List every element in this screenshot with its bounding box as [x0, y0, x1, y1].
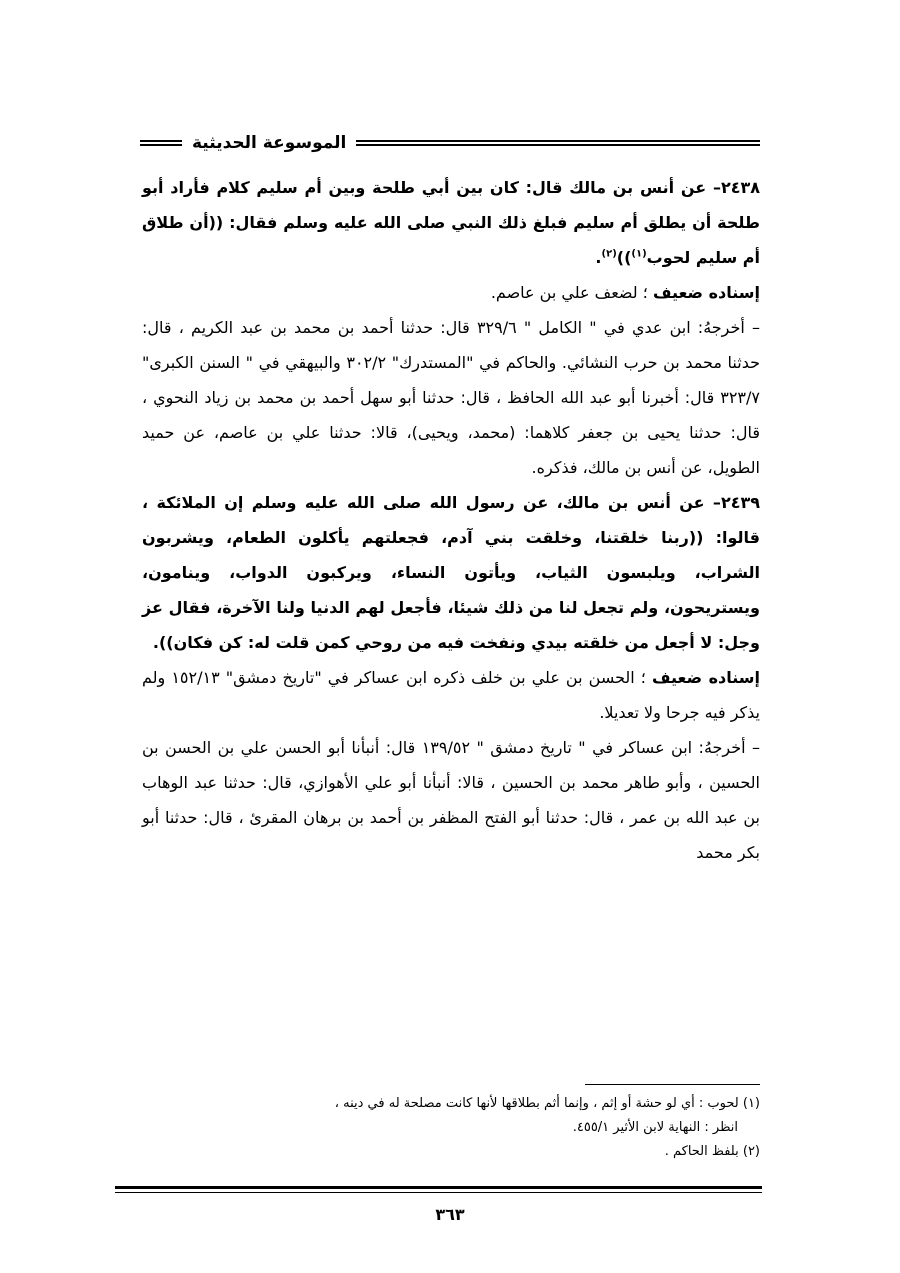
header-rule-right	[356, 140, 760, 146]
book-title: الموسوعة الحديثية	[192, 133, 347, 153]
hadith-2439: ٢٤٣٩– عن أنس بن مالك، عن رسول الله صلى الله عليه وسلم إن الملائكة ، قالوا: ((ربنا خلقتنا، وخلقت بني آدم، فجعلتهم يأكلون الطعام، ويشربون الشراب، ويلبسون الثياب، ويأتون النساء، ويركبون الدواب، وينامون، ويستريحون، ولم تجعل لنا من ذلك شيئا، فأجعل لهم الدنيا ولنا الآخرة، فقال عز وجل: لا أجعل من خلقته بيدي ونفخت فيه من روحي كمن قلت له: كن فكان)).	[142, 493, 760, 652]
hadith-2438	[142, 170, 760, 275]
footnote-1: (١) لحوب : أي لو حشة أو إثم ، وإنما أثم بطلاقها لأنها كانت مصلحة له في دينه ،	[334, 1096, 760, 1111]
isnad-text: ؛ لضعف علي بن عاصم.	[490, 283, 653, 302]
hadith-2438-close: ))	[616, 248, 632, 267]
isnad-label: إسناده ضعيف	[651, 668, 761, 687]
header-rule-left	[140, 140, 182, 146]
isnad-label: إسناده ضعيف	[652, 283, 760, 302]
isnad-text: ؛ الحسن بن علي بن خلف ذكره ابن عساكر في "تاريخ دمشق" ١٥٢/١٣ ولم يذكر فيه جرحا ولا تعديلا.	[142, 668, 760, 722]
isnad-2439	[142, 660, 760, 730]
footnote-2: (٢) بلفظ الحاكم .	[664, 1144, 760, 1159]
footnote-1-continuation: انظر : النهاية لابن الأثير ٤٥٥/١.	[572, 1120, 738, 1135]
takhrij-2438: – أخرجهُ: ابن عدي في " الكامل " ٣٢٩/٦ قال: حدثنا أحمد بن محمد بن عبد الكريم ، قال: حدثنا محمد بن حرب النشائي. والحاكم في "المستدرك" ٣٠٢/٢ والبيهقي في " السنن الكبرى" ٣٢٣/٧ قال: أخبرنا أبو عبد الله الحافظ ، قال: حدثنا أبو سهل أحمد بن محمد بن زياد النحوي ، قال: حدثنا يحيى بن جعفر كلاهما: (محمد، ويحيى)، قالا: حدثنا علي بن عاصم، عن حميد الطويل، عن أنس بن مالك، فذكره.	[142, 318, 761, 477]
footnote-ref-1: (١)	[631, 248, 647, 260]
page-bottom-rule	[115, 1186, 762, 1193]
page-number: ٣٦٣	[435, 1205, 465, 1224]
hadith-2438-end: .	[595, 248, 602, 267]
takhrij-2439: – أخرجهُ: ابن عساكر في " تاريخ دمشق " ١٣٩/٥٢ قال: أنبأنا أبو الحسن علي بن الحسن بن الحسين ، وأبو طاهر محمد بن الحسين ، قالا: أنبأنا أبو علي الأهوازي، قال: حدثنا عبد الوهاب بن عبد الله بن عمر ، قال: حدثنا أبو الفتح المظفر بن أحمد بن برهان المقرئ ، قال: حدثنا أبو بكر محمد	[142, 738, 760, 862]
running-header	[140, 128, 760, 158]
isnad-2438	[142, 275, 760, 310]
footnote-separator	[585, 1084, 760, 1085]
footnote-ref-2: (٢)	[601, 248, 617, 260]
footnotes	[142, 1092, 760, 1164]
page-body	[142, 170, 760, 870]
hadith-2438-text: ٢٤٣٨– عن أنس بن مالك قال: كان بين أبي طلحة وبين أم سليم كلام فأراد أبو طلحة أن يطلق أم سليم فبلغ ذلك النبي صلى الله عليه وسلم فقال: ((أن طلاق أم سليم لحوب	[142, 178, 760, 267]
